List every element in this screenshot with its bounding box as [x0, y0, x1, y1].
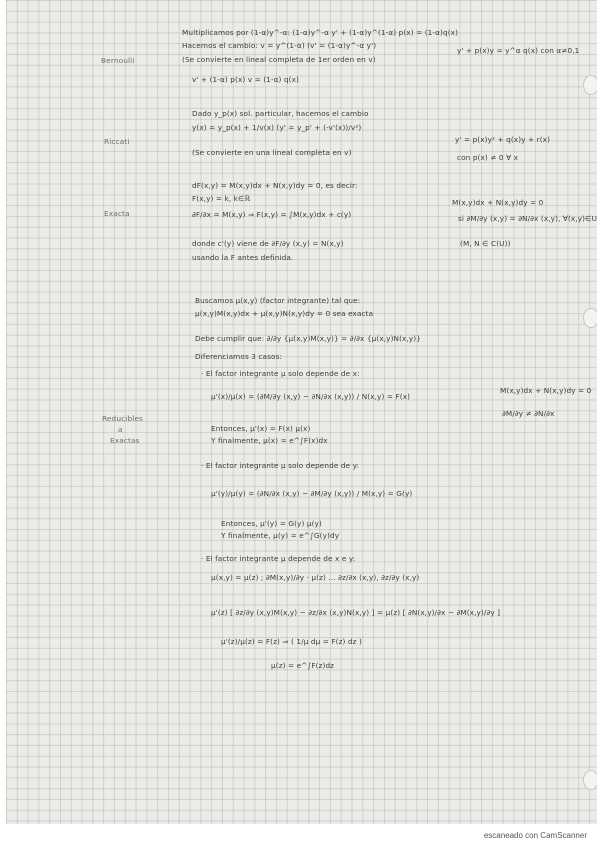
exacta-right-note: M(x,y)dx + N(x,y)dy = 0 [452, 198, 544, 207]
reducibles-line: Y finalmente, μ(y) = e^∫G(y)dy [221, 531, 340, 540]
section-label-exacta: Exacta [104, 209, 130, 218]
riccati-right-note: con p(x) ≠ 0 ∀ x [457, 153, 519, 162]
reducibles-line: · El factor integrante μ solo depende de x: [201, 369, 360, 378]
riccati-line: Dado y_p(x) sol. particular, hacemos el cambio [192, 109, 369, 118]
exacta-line: dF(x,y) = M(x,y)dx + N(x,y)dy = 0, es decir: [192, 181, 358, 190]
exacta-line: F(x,y) = k, k∈ℝ [192, 194, 251, 203]
punch-hole [583, 75, 597, 95]
bernoulli-line: Multiplicamos por (1-α)y^-α: (1-α)y^-α y' + (1-α)y^(1-α) p(x) = (1-α)q(x) [182, 28, 459, 37]
reducibles-line: μ(x,y) = μ(z) ; ∂M(x,y)/∂y · μ(z) ... ∂z/∂x (x,y), ∂z/∂y (x,y) [211, 573, 420, 582]
reducibles-line: μ'(z)/μ(z) = F(z) ⇒ ( 1/μ dμ = F(z) dz ) [221, 637, 362, 646]
punch-hole [583, 308, 597, 328]
section-label-reducibles: Reducibles [102, 414, 143, 423]
section-label-riccati: Riccati [104, 137, 130, 146]
riccati-line: (Se convierte en una lineal completa en v) [192, 148, 352, 157]
reducibles-line: μ'(y)/μ(y) = (∂N/∂x (x,y) − ∂M/∂y (x,y)) / M(x,y) = G(y) [211, 489, 413, 498]
reducibles-line: · El factor integrante μ depende de x e y: [201, 554, 356, 563]
section-label-reducibles: Exactas [110, 436, 140, 445]
reducibles-line: Diferenciamos 3 casos: [195, 352, 283, 361]
exacta-line: usando la F antes definida. [192, 253, 294, 262]
reducibles-line: Debe cumplir que: ∂/∂y {μ(x,y)M(x,y)} = ∂/∂x {μ(x,y)N(x,y)} [195, 334, 421, 343]
reducibles-line: μ'(x)/μ(x) = (∂M/∂y (x,y) − ∂N/∂x (x,y)) / N(x,y) = F(x) [211, 392, 411, 401]
reducibles-line: Entonces, μ'(x) = F(x) μ(x) [211, 424, 311, 433]
reducibles-line: μ'(z) [ ∂z/∂y (x,y)M(x,y) − ∂z/∂x (x,y)N(x,y) ] = μ(z) [ ∂N(x,y)/∂x − ∂M(x,y)/∂y ] [211, 608, 501, 617]
bernoulli-line: Hacemos el cambio: v = y^(1-α) (v' = (1-α)y^-α y') [182, 41, 377, 50]
notebook-page [6, 0, 597, 824]
exacta-line: donde c'(y) viene de ∂F/∂y (x,y) = N(x,y) [192, 239, 344, 248]
reducibles-line: Y finalmente, μ(x) = e^∫F(x)dx [211, 436, 328, 445]
reducibles-line: μ(x,y)M(x,y)dx + μ(x,y)N(x,y)dy = 0 sea exacta [195, 309, 374, 318]
reducibles-line: · El factor integrante μ solo depende de y: [201, 461, 360, 470]
punch-hole [583, 770, 597, 790]
exacta-right-note: (M, N ∈ C(U)) [460, 239, 511, 248]
bernoulli-right-note: y' + p(x)y = y^α q(x) con α≠0,1 [457, 46, 580, 55]
section-label-bernoulli: Bernoulli [101, 56, 135, 65]
exacta-right-note: si ∂M/∂y (x,y) = ∂N/∂x (x,y), ∀(x,y)∈U [458, 214, 597, 223]
riccati-line: y(x) = y_p(x) + 1/v(x) (y' = y_p' + (-v'(x))/v²) [192, 123, 362, 132]
bernoulli-line: v' + (1-α) p(x) v = (1-α) q(x) [192, 75, 299, 84]
reducibles-line: μ(z) = e^∫F(z)dz [271, 661, 335, 670]
exacta-line: ∂F/∂x = M(x,y) ⇒ F(x,y) = ∫M(x,y)dx + c(y) [192, 210, 352, 219]
riccati-right-note: y' = p(x)y² + q(x)y + r(x) [455, 135, 551, 144]
reducibles-right-note: M(x,y)dx + N(x,y)dy = 0 [500, 386, 592, 395]
section-label-reducibles: a [118, 425, 123, 434]
reducibles-line: Entonces, μ'(y) = G(y) μ(y) [221, 519, 322, 528]
reducibles-right-note: ∂M/∂y ≠ ∂N/∂x [502, 409, 555, 418]
bernoulli-line: (Se convierte en lineal completa de 1er orden en v) [182, 55, 376, 64]
scanner-watermark: escaneado con CamScanner [483, 831, 587, 840]
reducibles-line: Buscamos μ(x,y) (factor integrante) tal que: [195, 296, 361, 305]
